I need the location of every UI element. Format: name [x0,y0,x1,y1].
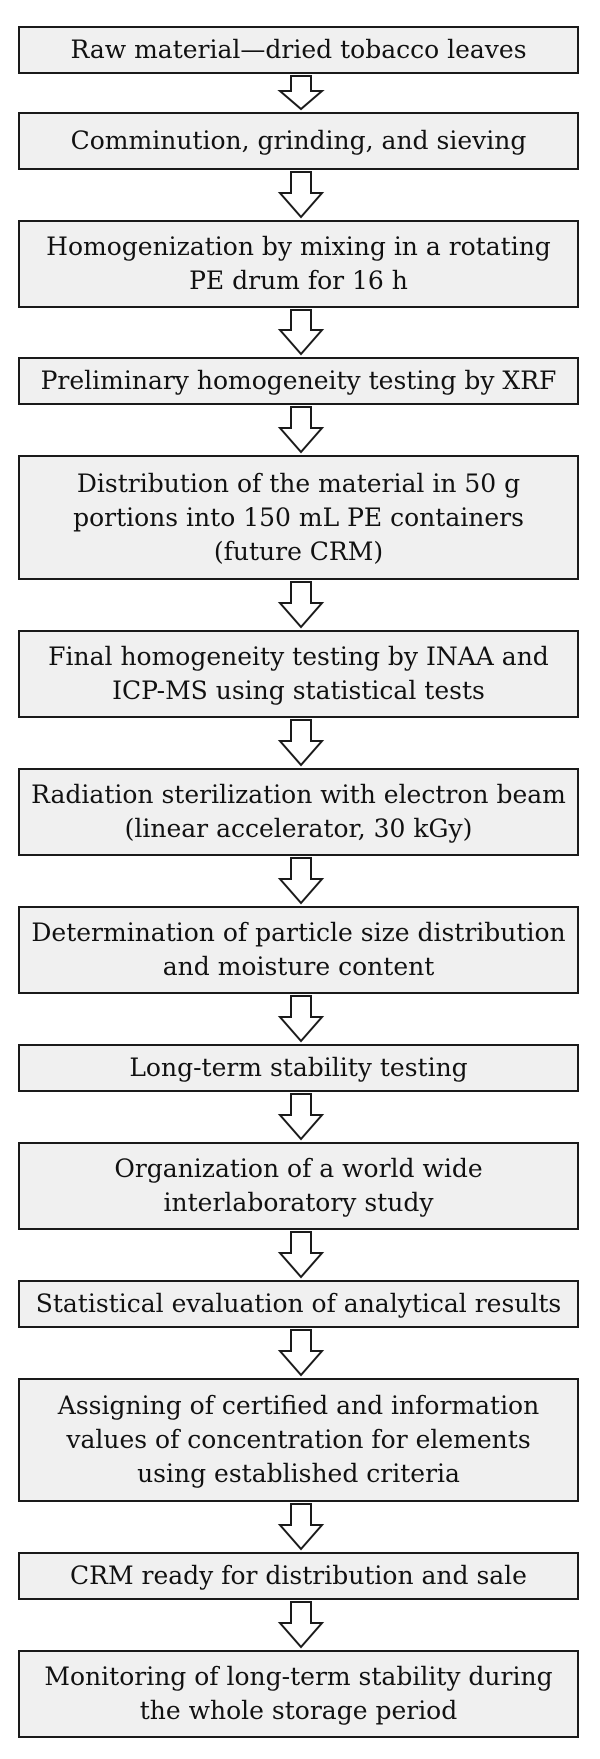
arrow-shape [280,996,322,1041]
hollow-down-arrow-icon [278,1504,324,1550]
step-interlaboratory-study [18,1142,579,1230]
step-stability-testing-text: Long-term stability testing [129,1053,468,1082]
step-stability-testing [18,1044,579,1092]
step-homogenization-text: Homogenization by mixing in a rotating PE drum for 16 h [46,232,551,295]
step-stability-monitoring-text: Monitoring of long-term stability during the whole storage period [44,1662,553,1725]
step-crm-ready-text: CRM ready for distribution and sale [70,1561,527,1590]
step-comminution [18,112,579,170]
arrow-shape [280,1330,322,1375]
hollow-down-arrow-icon [278,720,324,766]
step-certified-values [18,1378,579,1502]
step-crm-ready [18,1552,579,1600]
step-stability-monitoring [18,1650,579,1738]
hollow-down-arrow-icon [278,996,324,1042]
hollow-down-arrow-icon [278,1094,324,1140]
hollow-down-arrow-icon [278,1330,324,1376]
arrow-shape [280,1232,322,1277]
arrow-shape [280,1504,322,1549]
arrow-shape [280,76,322,109]
arrow-shape [280,858,322,903]
hollow-down-arrow-icon [278,1232,324,1278]
step-statistical-evaluation [18,1280,579,1328]
step-sterilization [18,768,579,856]
arrow-shape [280,720,322,765]
hollow-down-arrow-icon [278,76,324,110]
step-preliminary-homogeneity-text: Preliminary homogeneity testing by XRF [40,366,557,395]
step-statistical-evaluation-text: Statistical evaluation of analytical results [35,1289,562,1318]
hollow-down-arrow-icon [278,407,324,453]
step-final-homogeneity-text: Final homogeneity testing by INAA and ICP-MS using statistical tests [48,642,549,705]
arrow-shape [280,582,322,627]
hollow-down-arrow-icon [278,172,324,218]
step-raw-material [18,26,579,74]
step-interlaboratory-study-text: Organization of a world wide interlaboratory study [114,1154,483,1217]
hollow-down-arrow-icon [278,858,324,904]
step-particle-size [18,906,579,994]
hollow-down-arrow-icon [278,1602,324,1648]
step-homogenization [18,220,579,308]
hollow-down-arrow-icon [278,310,324,355]
step-distribution-text: Distribution of the material in 50 g portions into 150 mL PE containers (future CRM) [73,468,524,566]
arrow-shape [280,407,322,452]
arrow-shape [280,1602,322,1647]
step-distribution [18,455,579,580]
step-sterilization-text: Radiation sterilization with electron beam (linear accelerator, 30 kGy) [31,780,566,843]
step-raw-material-text: Raw material—dried tobacco leaves [70,35,527,64]
arrow-shape [280,310,322,354]
step-final-homogeneity [18,630,579,718]
arrow-shape [280,172,322,217]
step-preliminary-homogeneity [18,357,579,405]
step-certified-values-text: Assigning of certified and information values of concentration for elements using established criteria [57,1391,540,1488]
arrow-shape [280,1094,322,1139]
step-particle-size-text: Determination of particle size distribution and moisture content [31,918,566,981]
hollow-down-arrow-icon [278,582,324,628]
step-comminution-text: Comminution, grinding, and sieving [70,126,527,155]
